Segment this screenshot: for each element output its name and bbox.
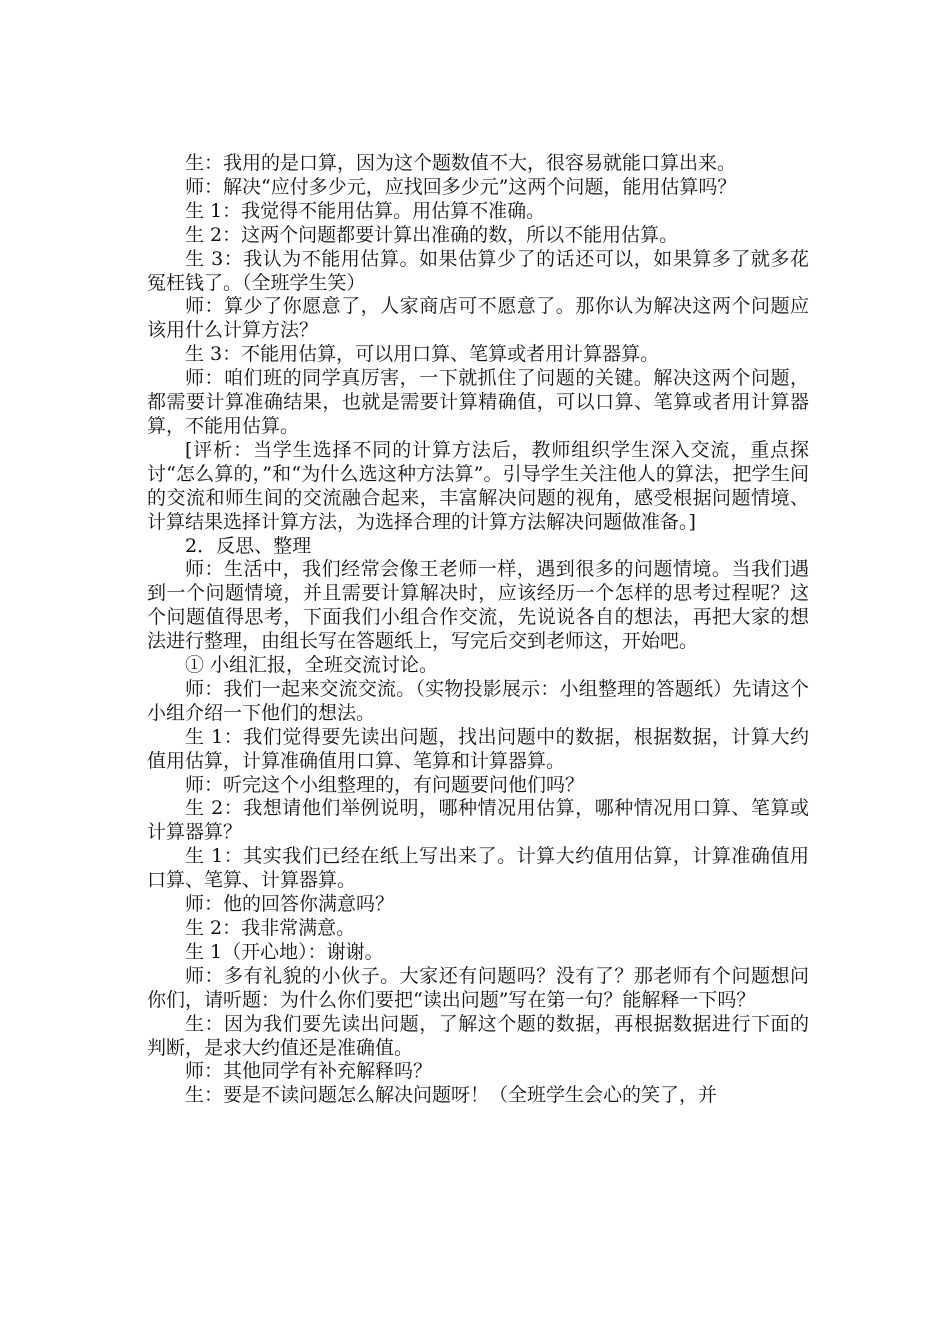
- paragraph: 生：因为我们要先读出问题，了解这个题的数据，再根据数据进行下面的判断，是求大约值还是准确值。: [147, 1012, 809, 1059]
- paragraph: 师：咱们班的同学真厉害，一下就抓住了问题的关键。解决这两个问题，都需要计算准确结果，也就是需要计算精确值，可以口算、笔算或者用计算器算，不能用估算。: [147, 367, 809, 437]
- paragraph: 生 1（开心地）：谢谢。: [185, 940, 384, 963]
- document-body: [147, 152, 809, 1108]
- paragraph: 师：多有礼貌的小伙子。大家还有问题吗？没有了？那老师有个问题想问你们，请听题：为什么你们要把“读出问题”写在第一句？能解释一下吗？: [147, 964, 809, 1011]
- paragraph: 师：其他同学有补充解释吗？: [185, 1060, 433, 1083]
- paragraph: 生 2：我想请他们举例说明，哪种情况用估算，哪种情况用口算、笔算或计算器算？: [147, 797, 809, 844]
- paragraph: 生 3：我认为不能用估算。如果估算少了的话还可以，如果算多了就多花冤枉钱了。（全班学生笑）: [147, 247, 809, 294]
- paragraph: 师：生活中，我们经常会像王老师一样，遇到很多的问题情境。当我们遇到一个问题情境，并且需要计算解决时，应该经历一个怎样的思考过程呢？这个问题值得思考，下面我们小组合作交流，先说说各自的想法，再把大家的想法进行整理，由组长写在答题纸上，写完后交到老师这，开始吧。: [147, 558, 809, 653]
- commentary-paragraph: [评析：当学生选择不同的计算方法后，教师组织学生深入交流，重点探讨“怎么算的，”和“为什么选这种方法算”。引导学生关注他人的算法，把学生间的交流和师生间的交流融合起来，丰富解决问题的视角，感受根据问题情境、计算结果选择计算方法，为选择合理的计算方法解决问题做准备。]: [147, 438, 809, 533]
- paragraph: 生 1：我们觉得要先读出问题，找出问题中的数据，根据数据，计算大约值用估算，计算准确值用口算、笔算和计算器算。: [147, 725, 809, 772]
- paragraph: 生 1：其实我们已经在纸上写出来了。计算大约值用估算，计算准确值用口算、笔算、计算器算。: [147, 845, 809, 892]
- section-heading: 2．反思、整理: [185, 534, 312, 557]
- paragraph: 生 1：我觉得不能用估算。用估算不准确。: [185, 199, 546, 222]
- paragraph: 师：我们一起来交流交流。（实物投影展示：小组整理的答题纸）先请这个小组介绍一下他们的想法。: [147, 677, 809, 724]
- paragraph: 生：要是不读问题怎么解决问题呀！（全班学生会心的笑了，并: [185, 1084, 718, 1107]
- paragraph: 生 2：这两个问题都要计算出准确的数，所以不能用估算。: [185, 223, 679, 246]
- list-item: ① 小组汇报，全班交流讨论。: [185, 654, 439, 677]
- paragraph: 生 3：不能用估算，可以用口算、笔算或者用计算器算。: [185, 343, 660, 366]
- paragraph: 师：解决“应付多少元，应找回多少元”这两个问题，能用估算吗？: [185, 175, 737, 198]
- paragraph: 师：算少了你愿意了，人家商店可不愿意了。那你认为解决这两个问题应该用什么计算方法？: [147, 295, 809, 342]
- paragraph: 生 2：我非常满意。: [185, 917, 356, 939]
- paragraph: 师：他的回答你满意吗？: [185, 893, 395, 916]
- paragraph: 生：我用的是口算，因为这个题数值不大，很容易就能口算出来。: [185, 152, 737, 174]
- paragraph: 师：听完这个小组整理的，有问题要问他们吗？: [185, 773, 585, 796]
